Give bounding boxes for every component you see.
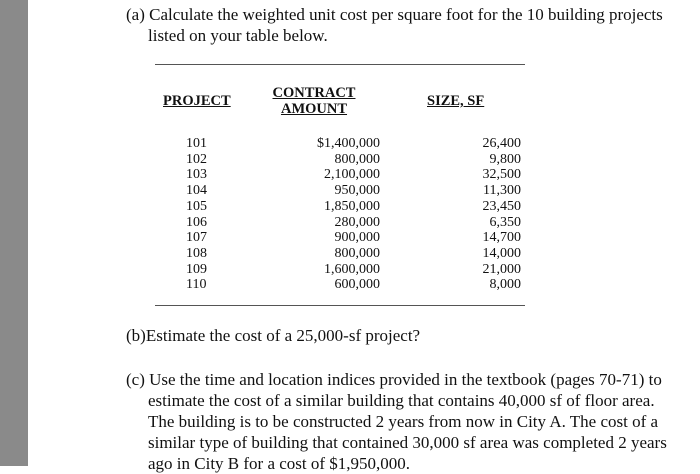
header-contract-line2: AMOUNT <box>280 101 348 117</box>
header-contract-line1: CONTRACT <box>272 85 356 101</box>
size-cell: 6,350 <box>489 214 521 230</box>
amount-cell: 800,000 <box>334 151 380 167</box>
amount-cell: 600,000 <box>334 277 380 293</box>
project-cell: 107 <box>186 230 207 246</box>
question-c-line1: (c) Use the time and location indices provided in the textbook (pages 70-71) to <box>126 370 662 389</box>
project-cell: 104 <box>186 183 207 199</box>
size-cell: 23,450 <box>482 198 521 214</box>
size-cell: 32,500 <box>482 167 521 183</box>
question-a-line1: (a) Calculate the weighted unit cost per square foot for the 10 building projects <box>126 5 663 24</box>
size-cell: 21,000 <box>482 261 521 277</box>
size-cell: 9,800 <box>489 151 521 167</box>
question-c-line3: The building is to be constructed 2 years from now in City A. The cost of a <box>148 412 659 431</box>
size-column <box>460 136 521 293</box>
project-cell: 110 <box>186 277 207 293</box>
size-cell: 11,300 <box>483 183 521 199</box>
header-contract-amount <box>268 85 360 117</box>
question-a <box>126 4 686 46</box>
amount-cell: 2,100,000 <box>324 167 380 183</box>
table-top-rule <box>155 64 525 65</box>
amount-cell: 950,000 <box>334 183 380 199</box>
project-cell: 106 <box>186 214 207 230</box>
project-cell: 103 <box>186 167 207 183</box>
amount-cell: 1,850,000 <box>324 198 380 214</box>
amount-cell: 1,600,000 <box>324 261 380 277</box>
size-cell: 26,400 <box>482 136 521 151</box>
project-column <box>186 136 226 293</box>
project-cell: 102 <box>186 151 207 167</box>
question-b: (b)Estimate the cost of a 25,000-sf project? <box>126 326 421 345</box>
amount-cell: 800,000 <box>334 245 380 261</box>
project-cell: 109 <box>186 261 207 277</box>
size-cell: 14,700 <box>482 230 521 246</box>
size-cell: 8,000 <box>489 277 521 293</box>
size-cell: 14,000 <box>482 245 521 261</box>
question-c-line4: similar type of building that contained 30,000 sf area was completed 2 years <box>148 433 667 452</box>
question-a-line2: listed on your table below. <box>148 26 328 45</box>
amount-cell: 900,000 <box>334 230 380 246</box>
header-size: SIZE, SF <box>427 93 485 109</box>
amount-cell: $1,400,000 <box>317 136 380 151</box>
left-margin-bar <box>0 0 28 466</box>
question-c <box>126 369 686 474</box>
project-cell: 101 <box>186 136 207 151</box>
contract-amount-column <box>290 136 380 293</box>
project-cell: 105 <box>186 198 207 214</box>
header-project: PROJECT <box>163 93 231 109</box>
amount-cell: 280,000 <box>334 214 380 230</box>
project-cell: 108 <box>186 245 207 261</box>
question-c-line5: ago in City B for a cost of $1,950,000. <box>148 454 411 473</box>
question-c-line2: estimate the cost of a similar building that contains 40,000 sf of floor area. <box>148 391 655 410</box>
table-bottom-rule <box>155 305 525 306</box>
